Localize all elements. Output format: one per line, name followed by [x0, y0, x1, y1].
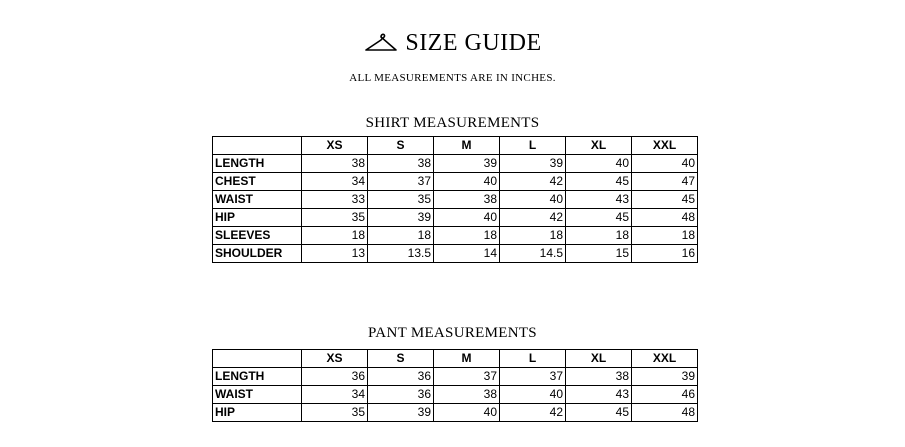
- row-label: LENGTH: [213, 368, 302, 386]
- table-cell: 42: [500, 404, 566, 422]
- table-cell: 39: [368, 404, 434, 422]
- page-title: SIZE GUIDE: [405, 30, 542, 56]
- row-label: SLEEVES: [213, 227, 302, 245]
- column-header: XXL: [632, 350, 698, 368]
- table-corner-cell: [213, 137, 302, 155]
- table-cell: 34: [302, 173, 368, 191]
- table-cell: 38: [434, 191, 500, 209]
- column-header: S: [368, 137, 434, 155]
- column-header: XS: [302, 137, 368, 155]
- table-cell: 42: [500, 173, 566, 191]
- table-cell: 45: [632, 191, 698, 209]
- column-header: XS: [302, 350, 368, 368]
- table-cell: 15: [566, 245, 632, 263]
- table-cell: 14: [434, 245, 500, 263]
- table-row: [213, 368, 698, 386]
- row-label: HIP: [213, 209, 302, 227]
- table-cell: 38: [434, 386, 500, 404]
- table-cell: 35: [302, 209, 368, 227]
- table-cell: 48: [632, 404, 698, 422]
- table-cell: 45: [566, 209, 632, 227]
- table-row: [213, 386, 698, 404]
- pant-section-title: PANT MEASUREMENTS: [368, 325, 537, 341]
- table-row: [213, 191, 698, 209]
- column-header: XL: [566, 350, 632, 368]
- table-cell: 18: [368, 227, 434, 245]
- table-cell: 48: [632, 209, 698, 227]
- table-cell: 40: [434, 404, 500, 422]
- table-cell: 47: [632, 173, 698, 191]
- row-label: WAIST: [213, 191, 302, 209]
- table-row: [213, 173, 698, 191]
- table-cell: 39: [434, 155, 500, 173]
- table-row: [213, 209, 698, 227]
- table-cell: 14.5: [500, 245, 566, 263]
- table-cell: 39: [632, 368, 698, 386]
- table-cell: 18: [566, 227, 632, 245]
- table-row: [213, 404, 698, 422]
- table-cell: 35: [368, 191, 434, 209]
- row-label: LENGTH: [213, 155, 302, 173]
- table-cell: 37: [434, 368, 500, 386]
- table-header-row: [213, 137, 698, 155]
- table-cell: 40: [434, 209, 500, 227]
- table-cell: 18: [434, 227, 500, 245]
- table-cell: 40: [500, 386, 566, 404]
- table-cell: 18: [302, 227, 368, 245]
- table-cell: 36: [368, 386, 434, 404]
- shirt-section-title: SHIRT MEASUREMENTS: [365, 115, 540, 131]
- table-corner-cell: [213, 350, 302, 368]
- table-row: [213, 245, 698, 263]
- table-cell: 36: [302, 368, 368, 386]
- table-row: [213, 227, 698, 245]
- table-cell: 13: [302, 245, 368, 263]
- table-cell: 16: [632, 245, 698, 263]
- row-label: WAIST: [213, 386, 302, 404]
- shirt-measurements-table: [212, 136, 698, 263]
- table-cell: 42: [500, 209, 566, 227]
- size-guide-header: [0, 30, 905, 84]
- table-cell: 38: [368, 155, 434, 173]
- table-cell: 33: [302, 191, 368, 209]
- table-cell: 46: [632, 386, 698, 404]
- table-cell: 38: [302, 155, 368, 173]
- column-header: M: [434, 137, 500, 155]
- row-label: SHOULDER: [213, 245, 302, 263]
- table-cell: 40: [500, 191, 566, 209]
- table-cell: 40: [632, 155, 698, 173]
- table-cell: 34: [302, 386, 368, 404]
- table-row: [213, 155, 698, 173]
- table-cell: 43: [566, 386, 632, 404]
- table-cell: 39: [368, 209, 434, 227]
- column-header: XXL: [632, 137, 698, 155]
- pant-measurements-table: [212, 349, 698, 422]
- table-cell: 35: [302, 404, 368, 422]
- table-header-row: [213, 350, 698, 368]
- column-header: XL: [566, 137, 632, 155]
- row-label: CHEST: [213, 173, 302, 191]
- column-header: S: [368, 350, 434, 368]
- table-cell: 13.5: [368, 245, 434, 263]
- table-cell: 18: [500, 227, 566, 245]
- table-cell: 38: [566, 368, 632, 386]
- hanger-icon: [363, 32, 399, 56]
- column-header: L: [500, 137, 566, 155]
- row-label: HIP: [213, 404, 302, 422]
- table-cell: 45: [566, 173, 632, 191]
- table-cell: 37: [500, 368, 566, 386]
- page-subtitle: ALL MEASUREMENTS ARE IN INCHES.: [349, 71, 556, 84]
- table-cell: 37: [368, 173, 434, 191]
- title-row: [363, 30, 541, 57]
- column-header: M: [434, 350, 500, 368]
- table-cell: 39: [500, 155, 566, 173]
- table-cell: 36: [368, 368, 434, 386]
- table-cell: 45: [566, 404, 632, 422]
- table-cell: 40: [434, 173, 500, 191]
- table-cell: 18: [632, 227, 698, 245]
- table-cell: 40: [566, 155, 632, 173]
- table-cell: 43: [566, 191, 632, 209]
- column-header: L: [500, 350, 566, 368]
